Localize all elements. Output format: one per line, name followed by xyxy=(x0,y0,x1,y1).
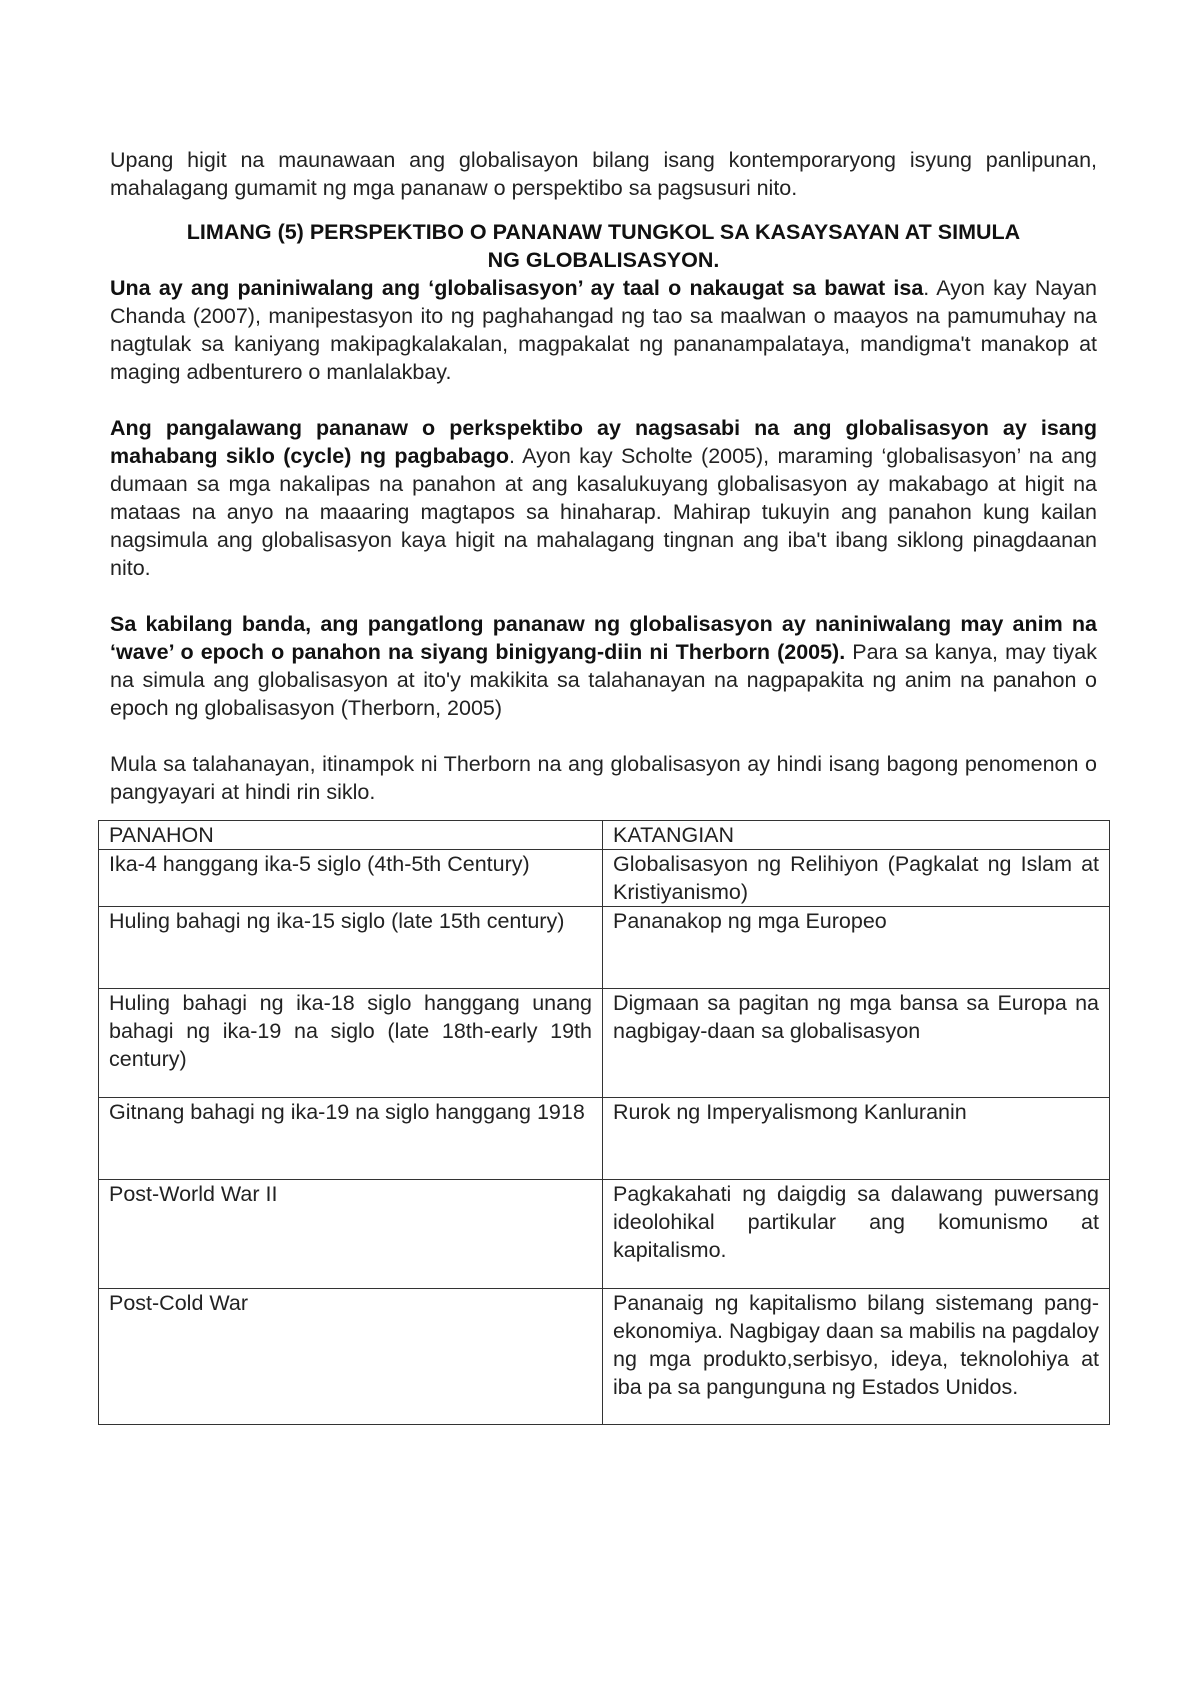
perspective-1-body: . Ayon kay Nayan Chanda (2007), manipestasyon ito ng paghahangad ng tao sa maalwan o maayos na pamumuhay na nagtulak sa kaniyang makipagkalakalan, magpakalat ng pananampalataya, mandigma't manakop at maging adbenturero o manlalakbay. xyxy=(110,276,1097,384)
header-panahon: PANAHON xyxy=(99,821,603,850)
table-row xyxy=(99,1180,1110,1289)
katangian-cell: Rurok ng Imperyalismong Kanluranin xyxy=(603,1098,1110,1180)
perspective-paragraph-3 xyxy=(110,610,1097,722)
katangian-cell: Globalisasyon ng Relihiyon (Pagkalat ng Islam at Kristiyanismo) xyxy=(603,850,1110,907)
panahon-cell: Huling bahagi ng ika-18 siglo hanggang unang bahagi ng ika-19 na siglo (late 18th-early 19th century) xyxy=(99,989,603,1098)
perspective-3-body: Para sa kanya, may tiyak na simula ang globalisasyon at ito'y makikita sa talahanayan na nagpapakita ng anim na panahon o epoch ng globalisasyon (Therborn, 2005) xyxy=(110,640,1097,720)
panahon-cell: Ika-4 hanggang ika-5 siglo (4th-5th Century) xyxy=(99,850,603,907)
header-katangian: KATANGIAN xyxy=(603,821,1110,850)
table-row xyxy=(99,989,1110,1098)
panahon-cell: Gitnang bahagi ng ika-19 na siglo hanggang 1918 xyxy=(99,1098,603,1180)
document-page xyxy=(110,146,1097,1425)
perspective-1-lead: Una ay ang paniniwalang ang ‘globalisasyon’ ay taal o nakaugat sa bawat isa xyxy=(110,276,924,300)
table-row xyxy=(99,1098,1110,1180)
table-intro-paragraph: Mula sa talahanayan, itinampok ni Therborn na ang globalisasyon ay hindi isang bagong penomenon o pangyayari at hindi rin siklo. xyxy=(110,752,1097,804)
katangian-cell: Digmaan sa pagitan ng mga bansa sa Europa na nagbigay-daan sa globalisasyon xyxy=(603,989,1110,1098)
perspective-3-lead: Sa kabilang banda, ang pangatlong pananaw ng globalisasyon ay naniniwalang may anim na ‘wave’ o epoch o panahon na siyang binigyang-diin ni Therborn (2005). xyxy=(110,612,1097,664)
panahon-cell: Post-World War II xyxy=(99,1180,603,1289)
perspective-paragraph-2 xyxy=(110,414,1097,582)
panahon-cell: Post-Cold War xyxy=(99,1289,603,1425)
katangian-cell: Pagkakahati ng daigdig sa dalawang puwersang ideolohikal partikular ang komunismo at kapitalismo. xyxy=(603,1180,1110,1289)
section-heading-line-2: NG GLOBALISASYON. xyxy=(487,248,720,272)
table-row xyxy=(99,907,1110,989)
panahon-cell: Huling bahagi ng ika-15 siglo (late 15th century) xyxy=(99,907,603,989)
section-heading-line-1: LIMANG (5) PERSPEKTIBO O PANANAW TUNGKOL SA KASAYSAYAN AT SIMULA xyxy=(186,220,1021,244)
perspective-2-lead: Ang pangalawang pananaw o perkspektibo ay nagsasabi na ang globalisasyon ay isang mahabang siklo (cycle) ng pagbabago xyxy=(110,416,1097,468)
katangian-cell: Pananakop ng mga Europeo xyxy=(603,907,1110,989)
section-heading xyxy=(110,218,1097,274)
table-row xyxy=(99,1289,1110,1425)
table-row xyxy=(99,850,1110,907)
table-header-row xyxy=(99,821,1110,850)
intro-paragraph: Upang higit na maunawaan ang globalisayon bilang isang kontemporaryong isyung panlipunan, mahalagang gumamit ng mga pananaw o perspektibo sa pagsusuri nito. xyxy=(110,148,1097,200)
globalization-epochs-table xyxy=(98,820,1110,1425)
katangian-cell: Pananaig ng kapitalismo bilang sistemang pang-ekonomiya. Nagbigay daan sa mabilis na pagdaloy ng mga produkto,serbisyo, ideya, teknolohiya at iba pa sa pangunguna ng Estados Unidos. xyxy=(603,1289,1110,1425)
perspective-2-body: . Ayon kay Scholte (2005), maraming ‘globalisasyon’ na ang dumaan sa mga nakalipas na panahon at ang kasalukuyang globalisasyon ay makabago at higit na mataas na anyo na maaaring magtapos sa hinaharap. Mahirap tukuyin ang panahon kung kailan nagsimula ang globalisasyon kaya higit na mahalagang tingnan ang iba't ibang siklong pinagdaanan nito. xyxy=(110,444,1097,580)
perspective-paragraph-1 xyxy=(110,274,1097,386)
